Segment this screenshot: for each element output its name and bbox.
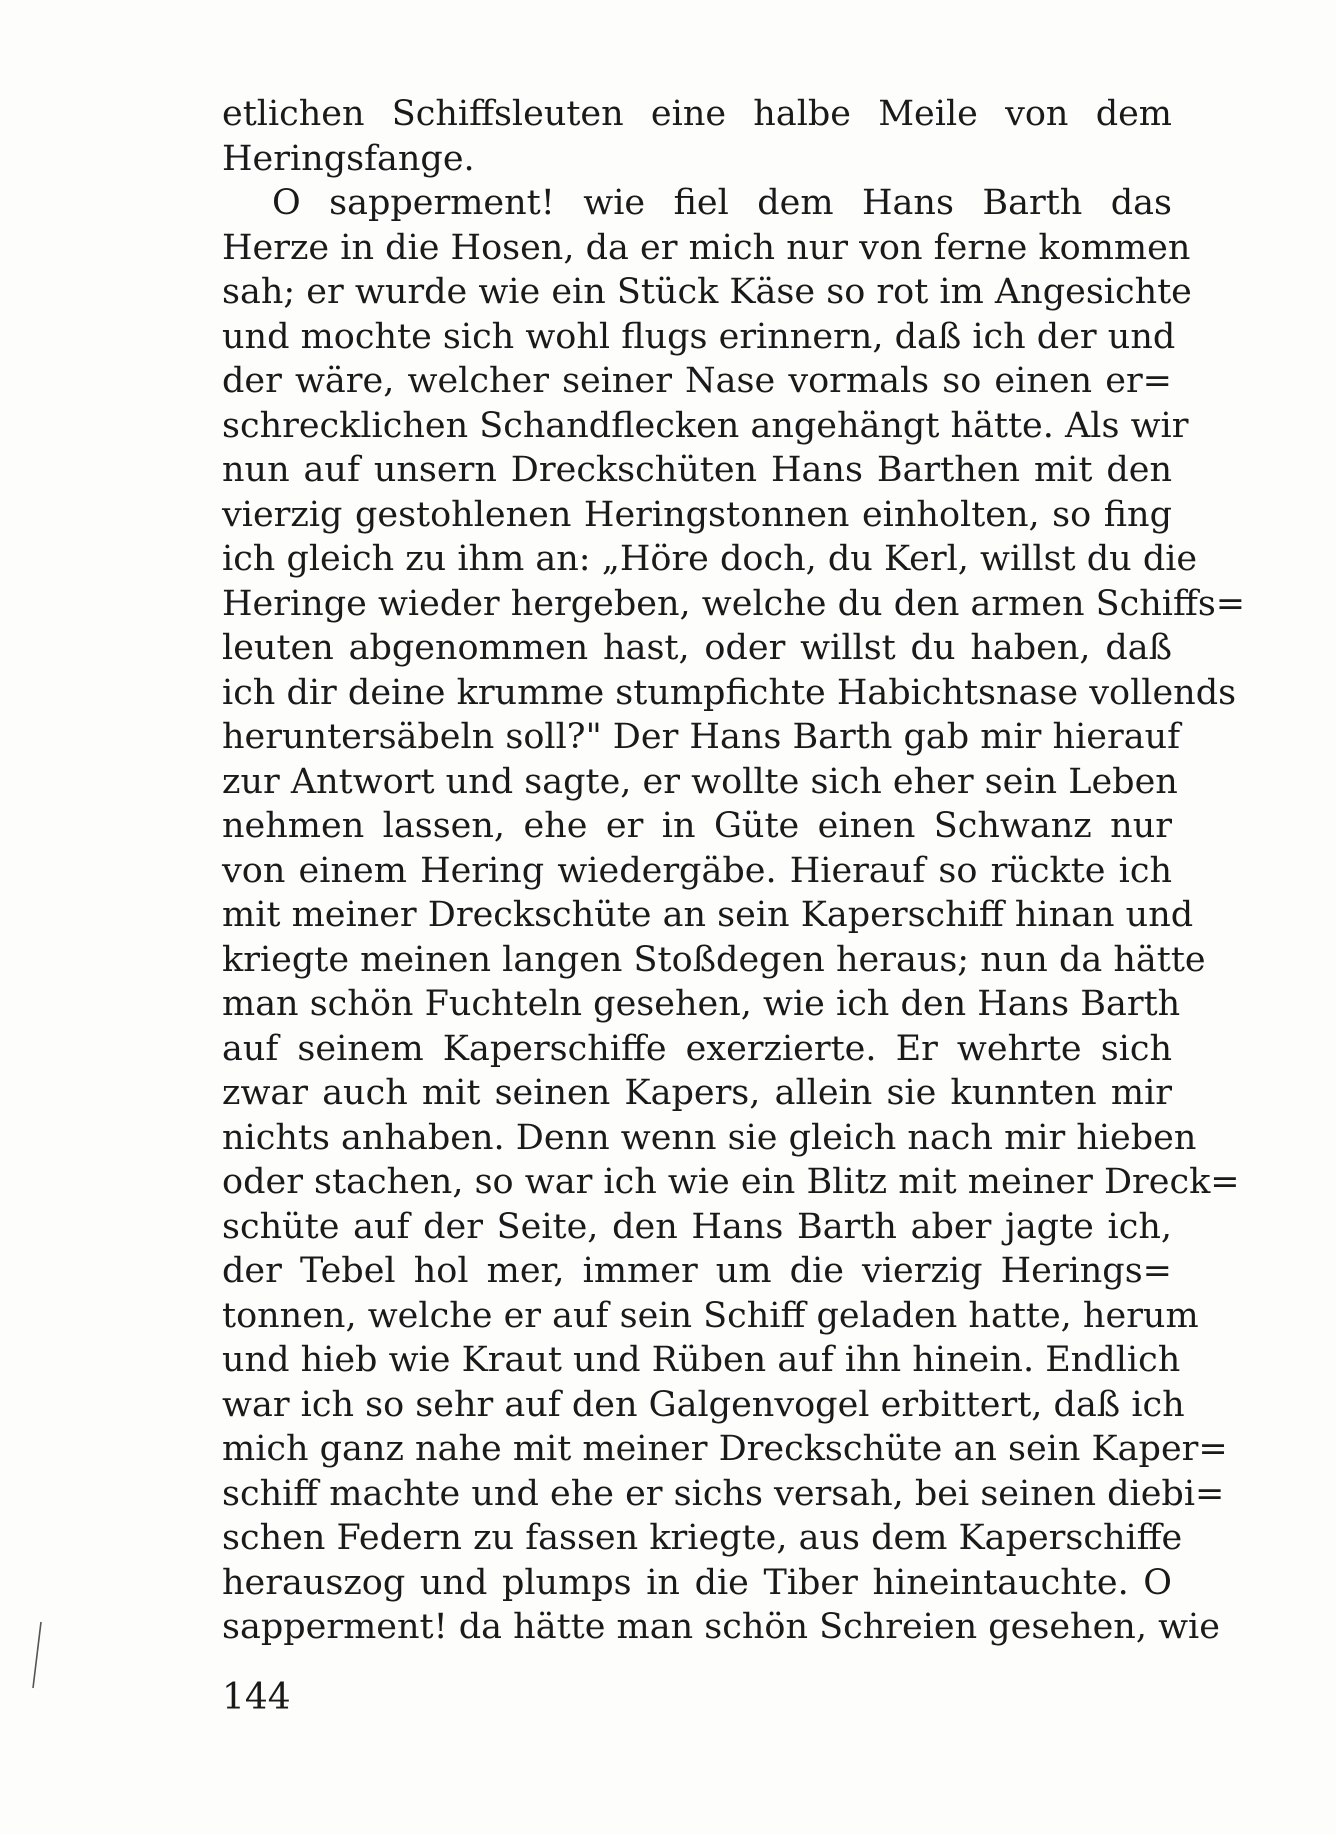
text-line: zur Antwort und sagte, er wollte sich eher sein Leben xyxy=(222,761,1178,802)
text-line: der Tebel hol mer, immer um die vierzig Herings= xyxy=(222,1251,1172,1291)
text-line: kriegte meinen langen Stoßdegen heraus; nun da hätte xyxy=(222,939,1206,980)
paragraph xyxy=(222,181,1246,1650)
text-line: etlichen Schiffsleuten eine halbe Meile von dem xyxy=(222,94,1172,134)
text-line: und hieb wie Kraut und Rüben auf ihn hinein. Endlich xyxy=(222,1340,1181,1380)
text-line: mich ganz nahe mit meiner Dreckschüte an sein Kaper= xyxy=(222,1429,1228,1469)
text-line: Heringe wieder hergeben, welche du den armen Schiffs= xyxy=(222,583,1246,624)
text-line: O sapperment! wie fiel dem Hans Barth das xyxy=(272,183,1172,223)
text-line: Herze in die Hosen, da er mich nur von ferne kommen xyxy=(222,227,1191,268)
paragraph xyxy=(222,92,1172,181)
text-line: mit meiner Dreckschüte an sein Kaperschiff hinan und xyxy=(222,895,1194,935)
text-line: herauszog und plumps in die Tiber hineintauchte. O xyxy=(222,1562,1172,1603)
text-line: war ich so sehr auf den Galgenvogel erbittert, daß ich xyxy=(222,1384,1185,1425)
text-line: nichts anhaben. Denn wenn sie gleich nach mir hieben xyxy=(222,1117,1197,1158)
text-line: oder stachen, so war ich wie ein Blitz mit meiner Dreck= xyxy=(222,1162,1240,1202)
text-line: und mochte sich wohl flugs erinnern, daß ich der und xyxy=(222,316,1176,357)
text-line: auf seinem Kaperschiffe exerzierte. Er wehrte sich xyxy=(222,1028,1172,1069)
text-line: schiff machte und ehe er sichs versah, bei seinen diebi= xyxy=(222,1473,1225,1514)
text-line: schrecklichen Schandflecken angehängt hätte. Als wir xyxy=(222,405,1189,446)
text-line: tonnen, welche er auf sein Schiff geladen hatte, herum xyxy=(222,1295,1199,1336)
text-line: schüte auf der Seite, den Hans Barth aber jagte ich, xyxy=(222,1206,1172,1247)
text-line: man schön Fuchteln gesehen, wie ich den Hans Barth xyxy=(222,984,1181,1024)
page-number: 144 xyxy=(222,1677,291,1718)
text-line: der wäre, welcher seiner Nase vormals so einen er= xyxy=(222,361,1172,401)
text-line: heruntersäbeln soll?" Der Hans Barth gab mir hierauf xyxy=(222,717,1181,757)
text-line: von einem Hering wiedergäbe. Hierauf so rückte ich xyxy=(222,850,1172,891)
body-text xyxy=(222,92,1246,1650)
text-line: sapperment! da hätte man schön Schreien gesehen, wie xyxy=(222,1607,1220,1647)
text-line: leuten abgenommen hast, oder willst du haben, daß xyxy=(222,628,1172,668)
text-line: ich dir deine krumme stumpfichte Habichtsnase vollends xyxy=(222,672,1237,713)
text-line: schen Federn zu fassen kriegte, aus dem Kaperschiffe xyxy=(222,1518,1183,1558)
text-line: nun auf unsern Dreckschüten Hans Barthen mit den xyxy=(222,450,1172,490)
text-line: vierzig gestohlenen Heringstonnen einholten, so fing xyxy=(222,494,1172,535)
text-line: sah; er wurde wie ein Stück Käse so rot im Angesichte xyxy=(222,272,1192,312)
text-line: Heringsfange. xyxy=(222,138,475,179)
text-line: nehmen lassen, ehe er in Güte einen Schwanz nur xyxy=(222,806,1172,846)
text-line: zwar auch mit seinen Kapers, allein sie kunnten mir xyxy=(222,1073,1172,1113)
text-line: ich gleich zu ihm an: „Höre doch, du Kerl, willst du die xyxy=(222,539,1198,579)
pencil-mark xyxy=(30,1620,44,1690)
